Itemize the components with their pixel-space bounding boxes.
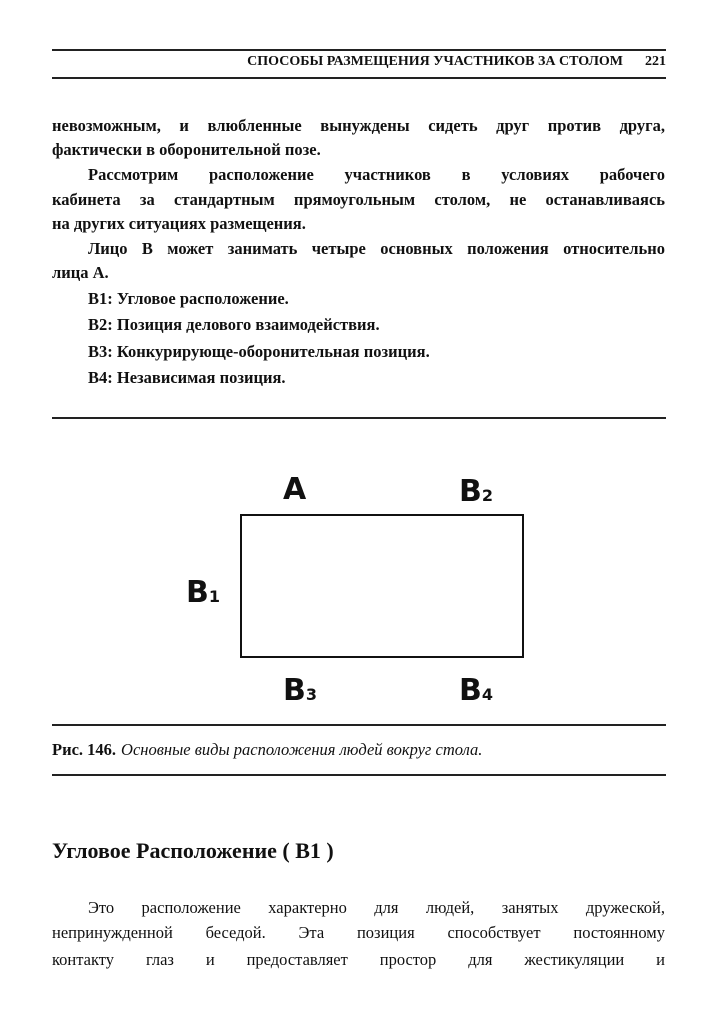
page-number: 221 <box>645 54 666 69</box>
body-line: лица А. <box>52 263 109 282</box>
label-b4: B4 <box>459 673 494 708</box>
caption-bottom-rule <box>52 774 666 776</box>
body-line: Рассмотрим расположение участников в условиях рабочего <box>88 165 665 184</box>
body-line: Лицо В может занимать четыре основных положения относительно <box>88 239 665 258</box>
header-title: СПОСОБЫ РАЗМЕЩЕНИЯ УЧАСТНИКОВ ЗА СТОЛОМ <box>247 54 623 69</box>
label-b2: B2 <box>459 474 494 509</box>
position-item: B1: Угловое расположение. <box>88 289 289 308</box>
table-rectangle <box>240 514 524 658</box>
caption-top-rule <box>52 724 666 726</box>
label-a: A <box>283 472 307 507</box>
body-line: кабинета за стандартным прямоугольным столом, не останавливаясь <box>52 190 665 209</box>
position-item: B3: Конкурирующе-оборонительная позиция. <box>88 342 430 361</box>
caption-text: Основные виды расположения людей вокруг стола. <box>121 740 483 759</box>
running-header <box>52 54 666 70</box>
section-line: контакту глаз и предоставляет простор для жестикуляции и <box>52 950 665 969</box>
header-bottom-rule <box>52 77 666 79</box>
position-item: B4: Независимая позиция. <box>88 368 286 387</box>
section-line: Это расположение характерно для людей, занятых дружеской, <box>88 898 665 917</box>
section-heading: Угловое Расположение ( B1 ) <box>52 838 334 863</box>
figure-caption <box>52 740 482 760</box>
caption-label: Рис. 146. <box>52 740 117 759</box>
figure-top-rule <box>52 417 666 419</box>
label-b1: B1 <box>186 575 221 610</box>
body-line: на других ситуациях размещения. <box>52 214 306 233</box>
label-b3: B3 <box>283 673 318 708</box>
body-line: фактически в оборонительной позе. <box>52 140 321 159</box>
body-line: невозможным, и влюбленные вынуждены сидеть друг против друга, <box>52 116 665 135</box>
position-item: B2: Позиция делового взаимодействия. <box>88 315 380 334</box>
section-line: непринужденной беседой. Эта позиция способствует постоянному <box>52 923 665 942</box>
header-top-rule <box>52 49 666 51</box>
